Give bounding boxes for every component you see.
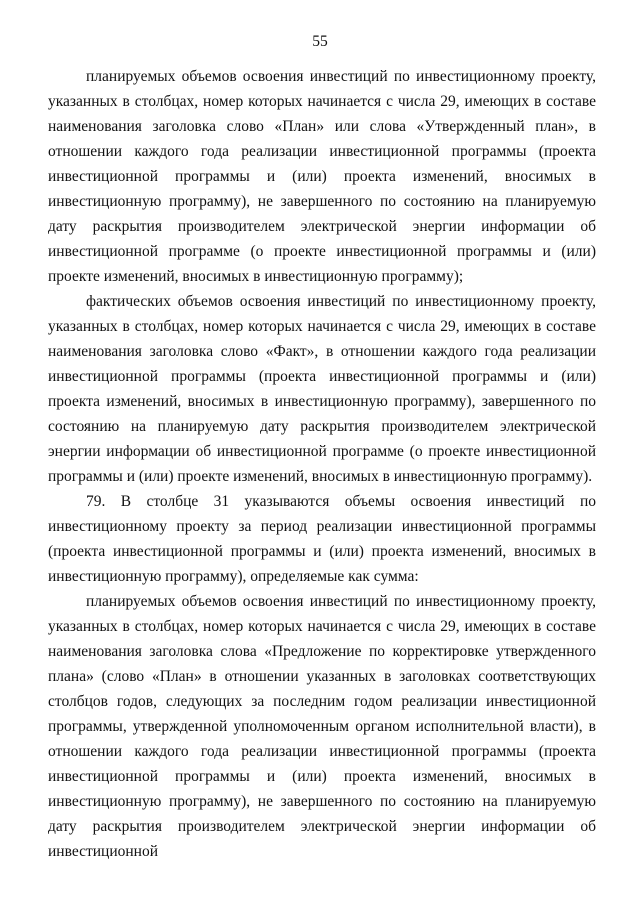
paragraph-planned-adjustment: планируемых объемов освоения инвестиций по инвестиционному проекту, указанных в столбцах, номер которых начинается с числа 29, имеющих в составе наименования заголовка слова «Предложение по корректировке утвержденного плана» (слово «План» в отношении указанных в заголовках соответствующих столбцов годов, следующих за последним годом реализации инвестиционной программы, утвержденной уполномоченным органом исполнительной власти), в отношении каждого года реализации инвестиционной программы (проекта инвестиционной программы и (или) проекта изменений, вносимых в инвестиционную программу), не завершенного по состоянию на планируемую дату раскрытия производителем электрической энергии информации об инвестиционной: [48, 593, 596, 860]
paragraph-item-79: 79. В столбце 31 указываются объемы освоения инвестиций по инвестиционному проекту за период реализации инвестиционной программы (проекта инвестиционной программы и (или) проекта изменений, вносимых в инвестиционную программу), определяемые как сумма:: [48, 493, 596, 585]
document-body: [48, 64, 596, 864]
paragraph-actual-investments: фактических объемов освоения инвестиций по инвестиционному проекту, указанных в столбцах, номер которых начинается с числа 29, имеющих в составе наименования заголовка слово «Факт», в отношении каждого года реализации инвестиционной программы (проекта инвестиционной программы и (или) проекта изменений, вносимых в инвестиционную программу), завершенного по состоянию на планируемую дату раскрытия производителем электрической энергии информации об инвестиционной программе (о проекте инвестиционной программы и (или) проекте изменений, вносимых в инвестиционную программу).: [48, 293, 596, 485]
paragraph-planned-investments: планируемых объемов освоения инвестиций по инвестиционному проекту, указанных в столбцах, номер которых начинается с числа 29, имеющих в составе наименования заголовка слово «План» или слова «Утвержденный план», в отношении каждого года реализации инвестиционной программы (проекта инвестиционной программы и (или) проекта изменений, вносимых в инвестиционную программу), не завершенного по состоянию на планируемую дату раскрытия производителем электрической энергии информации об инвестиционной программе (о проекте инвестиционной программы и (или) проекте изменений, вносимых в инвестиционную программу);: [48, 68, 596, 285]
page-number: 55: [312, 33, 328, 50]
